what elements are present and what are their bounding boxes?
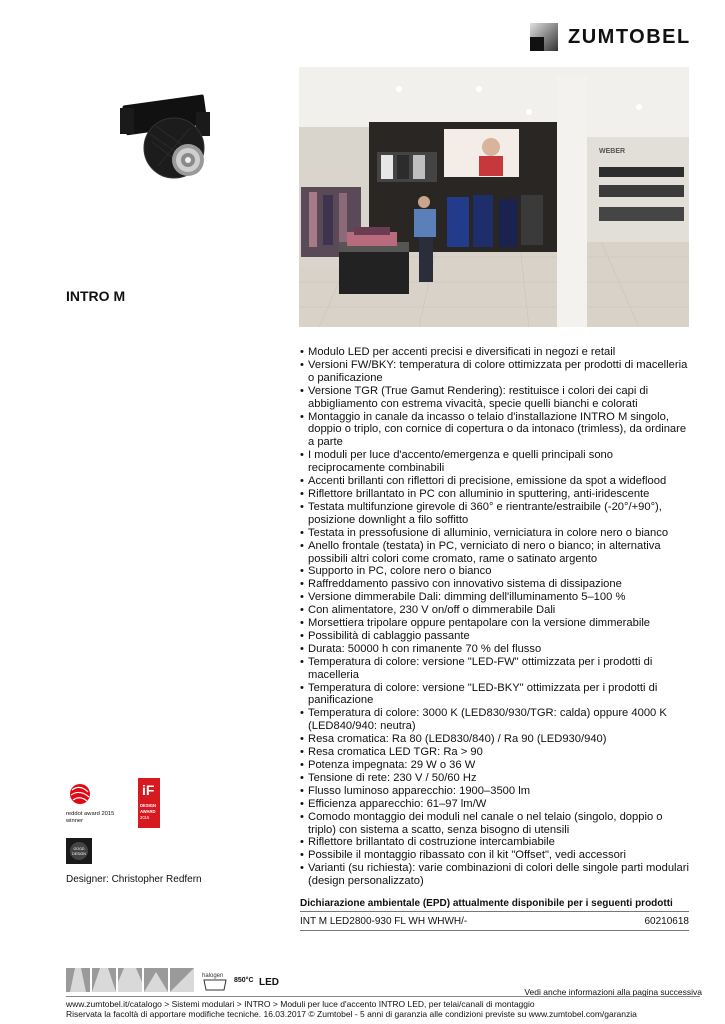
feature-item: • Modulo LED per accenti precisi e diversificati in negozi e retail — [300, 346, 692, 359]
feature-item: • Montaggio in canale da incasso o telaio d'installazione INTRO M singolo, doppio o triplo, con cornice di copertura o da intonaco (trimless), da ordinare a parte — [300, 411, 692, 450]
feature-item: • Accenti brillanti con riflettori di precisione, emissione da spot a wideflood — [300, 475, 692, 488]
good-line-2: DESIGN — [72, 852, 86, 856]
feature-item: • Resa cromatica LED TGR: Ra > 90 — [300, 746, 692, 759]
see-also-note: Vedi anche informazioni alla pagina successiva — [524, 987, 702, 997]
temperature-label: 850°C — [234, 976, 254, 984]
brand-logo — [530, 22, 705, 52]
feature-item: • Anello frontale (testata) in PC, verniciato di nero o bianco; in alternativa possibili altri colori come cromato, rame o satinato argento — [300, 540, 692, 566]
halogen-icon — [200, 968, 230, 992]
beam-asymmetric-icon — [170, 968, 194, 992]
feature-item: • Durata: 50000 h con rimanente 70 % del flusso — [300, 643, 692, 656]
breadcrumb: www.zumtobel.it/catalogo > Sistemi modulari > INTRO > Moduli per luce d'accento INTRO LED, per telai/canali di montaggio — [66, 999, 535, 1009]
if-line-2: AWARD — [140, 809, 156, 814]
feature-item: • Versione TGR (True Gamut Rendering): restituisce i colori dei capi di abbigliamento con estrema vivacità, specie quelli bianchi e colorati — [300, 385, 692, 411]
led-icon — [258, 970, 280, 990]
good-line-1: GOOD — [73, 847, 85, 851]
epd-row — [300, 911, 689, 931]
if-line-3: 2015 — [140, 815, 150, 820]
beam-flood-icon — [144, 968, 168, 992]
epd-product-name: INT M LED2800-930 FL WH WHWH/- — [300, 915, 468, 927]
feature-item: • Supporto in PC, colore nero o bianco — [300, 565, 692, 578]
brand-name: ZUMTOBEL — [568, 25, 691, 48]
designer-credit: Designer: Christopher Redfern — [66, 874, 202, 885]
feature-list — [300, 346, 692, 888]
feature-item: • I moduli per luce d'accento/emergenza e quelli principali sono reciprocamente combinabili — [300, 449, 692, 475]
store-sign-text: WEBER — [599, 148, 626, 155]
feature-item: • Tensione di rete: 230 V / 50/60 Hz — [300, 772, 692, 785]
feature-item: • Testata in pressofusione di alluminio, verniciatura in colore nero o bianco — [300, 527, 692, 540]
if-logo-text: iF — [142, 782, 155, 798]
application-photo — [299, 67, 689, 327]
reddot-award-icon — [66, 782, 128, 824]
footer-divider — [66, 996, 700, 997]
feature-item: • Comodo montaggio dei moduli nel canale o nel telaio (singolo, doppio o triplo) con sistema a scatto, senza bisogno di utensili — [300, 811, 692, 837]
reddot-winner: winner — [66, 818, 84, 824]
reddot-label: reddot award 2015 — [66, 811, 115, 817]
halogen-label: halogen — [202, 973, 224, 979]
feature-item: • Versione dimmerabile Dali: dimming dell'illuminamento 5–100 % — [300, 591, 692, 604]
beam-medium-icon — [92, 968, 116, 992]
led-label: LED — [258, 977, 279, 988]
feature-item: • Efficienza apparecchio: 61–97 lm/W — [300, 798, 692, 811]
feature-item: • Potenza impegnata: 29 W o 36 W — [300, 759, 692, 772]
feature-item: • Possibilità di cablaggio passante — [300, 630, 692, 643]
feature-item: • Temperatura di colore: versione "LED-BKY" ottimizzata per i prodotti di panificazione — [300, 682, 692, 708]
product-image — [112, 86, 217, 191]
epd-title: Dichiarazione ambientale (EPD) attualmente disponibile per i seguenti prodotti — [300, 898, 673, 909]
if-line-1: DESIGN — [140, 803, 157, 808]
beam-wide-icon — [118, 968, 142, 992]
feature-item: • Riflettore brillantato di costruzione intercambiabile — [300, 836, 692, 849]
legal-note: Riservata la facoltà di apportare modifiche tecniche. 16.03.2017 © Zumtobel - 5 anni di garanzia alle condizioni previste su www.zumtobel.com/garanzia — [66, 1009, 637, 1019]
beam-narrow-icon — [66, 968, 90, 992]
feature-item: • Con alimentatore, 230 V on/off o dimmerabile Dali — [300, 604, 692, 617]
feature-item: • Temperatura di colore: versione "LED-FW" ottimizzata per i prodotti di macelleria — [300, 656, 692, 682]
feature-item: • Flusso luminoso apparecchio: 1900–3500 lm — [300, 785, 692, 798]
feature-item: • Possibile il montaggio ribassato con il kit "Offset", vedi accessori — [300, 849, 692, 862]
feature-item: • Resa cromatica: Ra 80 (LED830/840) / Ra 90 (LED930/940) — [300, 733, 692, 746]
feature-item: • Temperatura di colore: 3000 K (LED830/930/TGR: calda) oppure 4000 K (LED840/940: neutra) — [300, 707, 692, 733]
if-design-award-icon — [138, 778, 160, 828]
feature-item: • Raffreddamento passivo con innovativo sistema di dissipazione — [300, 578, 692, 591]
feature-item: • Testata multifunzione girevole di 360° e rientrante/estraibile (-20°/+90°), posizione downlight a filo soffitto — [300, 501, 692, 527]
feature-item: • Versioni FW/BKY: temperatura di colore ottimizzata per prodotti di macelleria o panificazione — [300, 359, 692, 385]
certification-icons — [66, 967, 280, 993]
zumtobel-mark-icon — [530, 23, 558, 51]
feature-item: • Riflettore brillantato in PC con alluminio in sputtering, anti-iridescente — [300, 488, 692, 501]
epd-product-code: 60210618 — [644, 915, 689, 927]
feature-item: • Varianti (su richiesta): varie combinazioni di colori delle singole parti modulari (design personalizzato) — [300, 862, 692, 888]
feature-item: • Morsettiera tripolare oppure pentapolare con la versione dimmerabile — [300, 617, 692, 630]
good-design-award-icon — [66, 838, 92, 864]
product-title: INTRO M — [66, 288, 126, 304]
